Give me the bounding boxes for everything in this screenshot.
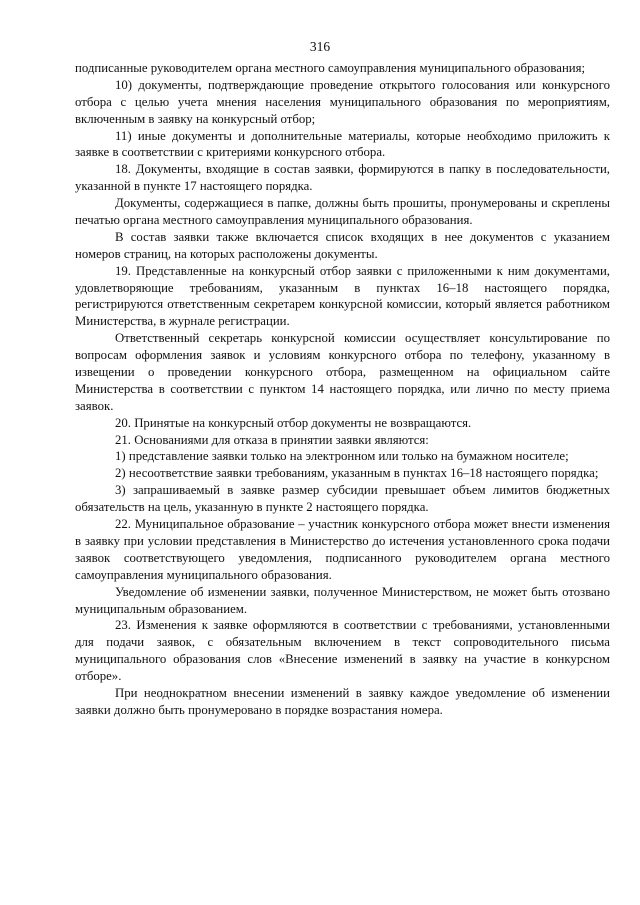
document-body — [75, 60, 610, 719]
paragraph-continuation: подписанные руководителем органа местного самоуправления муниципального образования; — [75, 61, 586, 75]
paragraph-clause-18: 18. Документы, входящие в состав заявки, формируются в папку в последовательности, указанной в пункте 17 настоящего порядка. — [75, 162, 610, 194]
paragraph-reason-1: 1) представление заявки только на электронном или только на бумажном носителе; — [115, 449, 569, 464]
paragraph-clause-20: 20. Принятые на конкурсный отбор документы не возвращаются. — [115, 415, 472, 430]
paragraph-consulting: Ответственный секретарь конкурсной комиссии осуществляет консультирование по вопросам оформления заявок и условиям конкурсного отбора по телефону, указанному в извещении о проведении конкурсного отбора, размещенном на официальном сайте Министерства в соответствии с пунктом 14 настоящего порядка, или лично по месту приема заявок. — [75, 331, 610, 413]
paragraph-repeated-changes: При неоднократном внесении изменений в заявку каждое уведомление об изменении заявки должно быть пронумеровано в порядке возрастания номера. — [75, 685, 610, 717]
paragraph-item-11: 11) иные документы и дополнительные материалы, которые необходимо приложить к заявке в соответствии с критериями конкурсного отбора. — [75, 128, 610, 160]
paragraph-clause-21: 21. Основаниями для отказа в принятии заявки являются: — [115, 432, 429, 447]
paragraph-reason-2: 2) несоответствие заявки требованиям, указанным в пунктах 16–18 настоящего порядка; — [115, 466, 599, 481]
paragraph-documents-list: В состав заявки также включается список входящих в нее документов с указанием номеров страниц, на которых расположены документы. — [75, 229, 610, 261]
paragraph-clause-22: 22. Муниципальное образование – участник конкурсного отбора может внести изменения в заявку при условии представления в Министерство до истечения установленного срока подачи заявок соответствующего уведомления, подписанного руководителем органа местного самоуправления муниципального образования. — [75, 517, 610, 582]
paragraph-clause-23: 23. Изменения к заявке оформляются в соответствии с требованиями, установленными для подачи заявок, с обязательным включением в текст сопроводительного письма муниципального образования слов «Внесение изменений в заявку на участие в конкурсном отборе». — [75, 618, 610, 684]
paragraph-reason-3: 3) запрашиваемый в заявке размер субсидии превышает объем лимитов бюджетных обязательств на цель, указанную в пункте 2 настоящего порядка. — [75, 483, 610, 515]
paragraph-item-10: 10) документы, подтверждающие проведение открытого голосования или конкурсного отбора с целью учета мнения населения муниципального образования по мероприятиям, включенным в заявку на конкурсный отбор; — [75, 77, 610, 126]
paragraph-notification: Уведомление об изменении заявки, полученное Министерством, не может быть отозвано муниципальным образованием. — [75, 584, 610, 616]
page-number: 316 — [309, 39, 331, 54]
paragraph-folder-binding: Документы, содержащиеся в папке, должны быть прошиты, пронумерованы и скреплены печатью органа местного самоуправления муниципального образования. — [75, 196, 610, 228]
paragraph-clause-19: 19. Представленные на конкурсный отбор заявки с приложенными к ним документами, удовлетворяющие требованиям, указанным в пунктах 16–18 настоящего порядка, регистрируются ответственным секретарем конкурсной комиссии, который является работником Министерства, в журнале регистрации. — [75, 263, 610, 329]
